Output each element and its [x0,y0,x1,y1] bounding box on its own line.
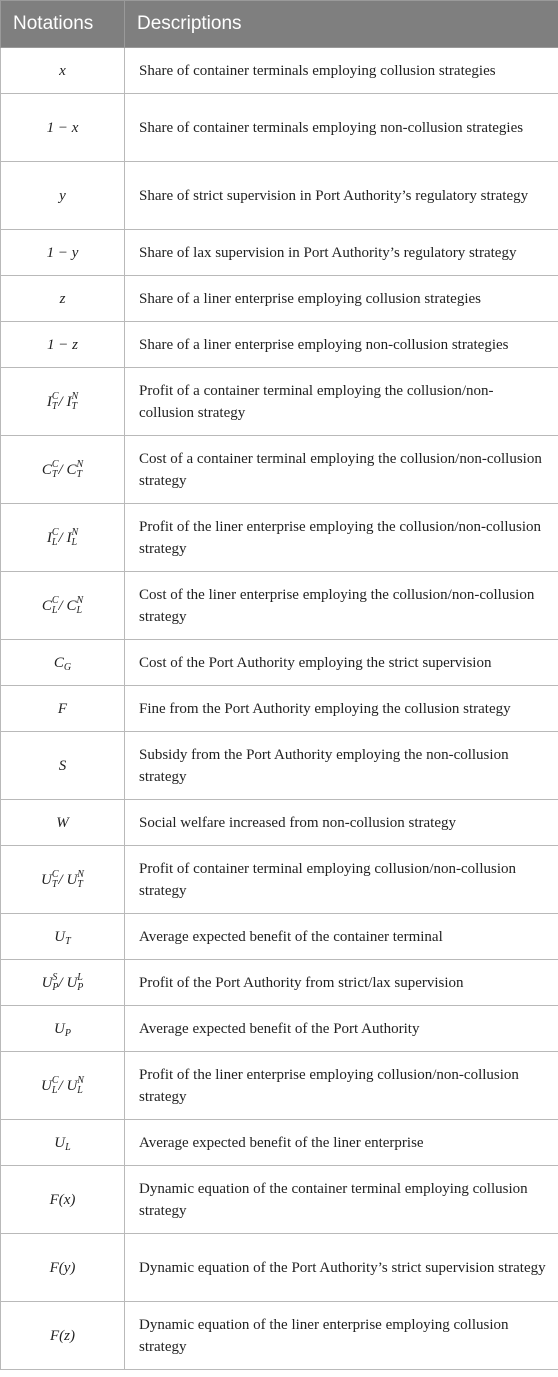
notation-cell: z [1,276,125,322]
table-row [1,368,558,436]
table-row [1,276,558,322]
notation-cell: 1 − z [1,322,125,368]
table-row [1,572,558,640]
description-cell: Subsidy from the Port Authority employing the non-collusion strategy [125,732,558,800]
description-cell: Dynamic equation of the liner enterprise employing collusion strategy [125,1302,558,1370]
table-row [1,960,558,1006]
table-row [1,504,558,572]
table-row [1,914,558,960]
table-row [1,1166,558,1234]
table-row [1,322,558,368]
header-descriptions: Descriptions [125,1,558,48]
description-cell: Share of container terminals employing collusion strategies [125,48,558,94]
table-row [1,94,558,162]
notation-cell: W [1,800,125,846]
description-cell: Share of a liner enterprise employing collusion strategies [125,276,558,322]
header-notations: Notations [1,1,125,48]
table-row [1,846,558,914]
description-cell: Fine from the Port Authority employing the collusion strategy [125,686,558,732]
notation-cell: C C T / C N T [1,436,125,504]
description-cell: Cost of the Port Authority employing the strict supervision [125,640,558,686]
notation-cell: U S P / U L P [1,960,125,1006]
description-cell: Cost of the liner enterprise employing the collusion/non-collusion strategy [125,572,558,640]
description-cell: Dynamic equation of the Port Authority’s strict supervision strategy [125,1234,558,1302]
table-row [1,230,558,276]
notation-cell: U C L / U N L [1,1052,125,1120]
description-cell: Profit of the liner enterprise employing the collusion/non-collusion strategy [125,504,558,572]
notation-cell: F [1,686,125,732]
description-cell: Profit of the liner enterprise employing collusion/non-collusion strategy [125,1052,558,1120]
table-row [1,732,558,800]
description-cell: Share of container terminals employing non-collusion strategies [125,94,558,162]
description-cell: Dynamic equation of the container terminal employing collusion strategy [125,1166,558,1234]
notation-cell: U L [1,1120,125,1166]
description-cell: Profit of container terminal employing collusion/non-collusion strategy [125,846,558,914]
table-row [1,1234,558,1302]
description-cell: Average expected benefit of the liner enterprise [125,1120,558,1166]
table-row [1,162,558,230]
table-row [1,1120,558,1166]
description-cell: Average expected benefit of the Port Authority [125,1006,558,1052]
notation-cell: F(x) [1,1166,125,1234]
description-cell: Social welfare increased from non-collusion strategy [125,800,558,846]
description-cell: Share of strict supervision in Port Authority’s regulatory strategy [125,162,558,230]
notation-cell: 1 − x [1,94,125,162]
description-cell: Profit of a container terminal employing the collusion/non-collusion strategy [125,368,558,436]
description-cell: Average expected benefit of the container terminal [125,914,558,960]
notation-cell: C C L / C N L [1,572,125,640]
table-row [1,686,558,732]
table-row [1,48,558,94]
description-cell: Cost of a container terminal employing the collusion/non-collusion strategy [125,436,558,504]
table-row [1,1006,558,1052]
notation-cell: F(z) [1,1302,125,1370]
notation-cell: I C L / I N L [1,504,125,572]
notation-cell: F(y) [1,1234,125,1302]
notation-cell: 1 − y [1,230,125,276]
header-row [1,1,558,48]
description-cell: Share of lax supervision in Port Authority’s regulatory strategy [125,230,558,276]
table-body [1,48,558,1370]
notation-cell: U T [1,914,125,960]
notation-cell: U C T / U N T [1,846,125,914]
notation-cell: y [1,162,125,230]
description-cell: Share of a liner enterprise employing non-collusion strategies [125,322,558,368]
notation-cell: x [1,48,125,94]
notation-cell: S [1,732,125,800]
table-row [1,1302,558,1370]
table-row [1,1052,558,1120]
table-row [1,640,558,686]
notation-cell: I C T / I N T [1,368,125,436]
table-row [1,436,558,504]
notation-cell: U P [1,1006,125,1052]
description-cell: Profit of the Port Authority from strict/lax supervision [125,960,558,1006]
notation-cell: C G [1,640,125,686]
table-row [1,800,558,846]
